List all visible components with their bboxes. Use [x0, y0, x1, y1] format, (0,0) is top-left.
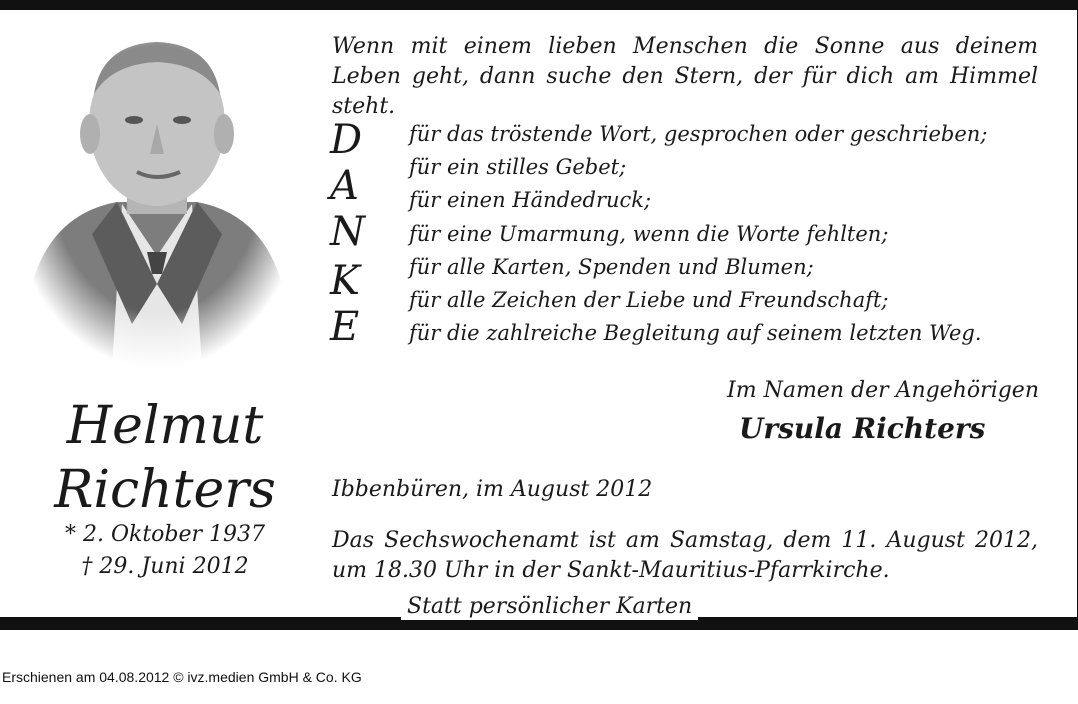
- thanks-line: für eine Umarmung, wenn die Worte fehlten;: [409, 222, 889, 246]
- danke-letter: D: [330, 117, 363, 163]
- deceased-last-name: Richters: [54, 460, 276, 520]
- thanks-line: für einen Händedruck;: [409, 188, 652, 212]
- deceased-first-name: Helmut: [66, 396, 264, 456]
- signature-intro: Im Namen der Angehörigen: [727, 378, 1039, 403]
- place-date: Ibbenbüren, im August 2012: [332, 477, 653, 502]
- danke-letter: K: [330, 258, 360, 304]
- thanks-line: für die zahlreiche Begleitung auf seinem letzten Weg.: [409, 321, 982, 345]
- service-notice: Das Sechswochenamt ist am Samstag, dem 11. August 2012, um 18.30 Uhr in der Sankt-Mauritius-Pfarrkirche.: [332, 528, 1038, 583]
- obituary-panel: [0, 10, 1077, 617]
- publication-footer: Erschienen am 04.08.2012 © ivz.medien GmbH & Co. KG: [2, 669, 362, 685]
- bottom-label: Statt persönlicher Karten: [401, 594, 698, 620]
- death-date: † 29. Juni 2012: [81, 554, 249, 579]
- signature-name: Ursula Richters: [739, 412, 986, 445]
- thanks-line: für alle Zeichen der Liebe und Freundschaft;: [409, 288, 889, 312]
- thanks-line: für alle Karten, Spenden und Blumen;: [409, 255, 814, 279]
- thanks-line: für das tröstende Wort, gesprochen oder geschrieben;: [409, 122, 988, 146]
- danke-letter: E: [330, 304, 360, 350]
- danke-letter: N: [330, 209, 365, 255]
- portrait-photo: [22, 24, 292, 369]
- danke-letter: A: [330, 163, 359, 209]
- birth-date: * 2. Oktober 1937: [64, 522, 266, 547]
- thanks-line: für ein stilles Gebet;: [409, 155, 627, 179]
- intro-verse: Wenn mit einem lieben Menschen die Sonne aus deinem Leben geht, dann suche den Stern, der für dich am Himmel steht.: [332, 34, 1038, 119]
